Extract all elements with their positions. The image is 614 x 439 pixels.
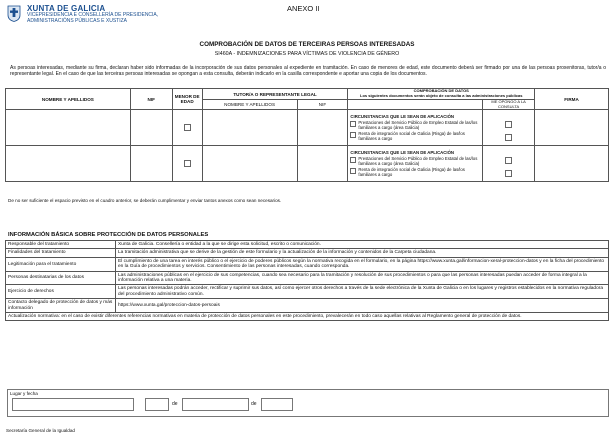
oponse-cell: [483, 110, 535, 146]
circumstance-label: Renta de integración social de Galicia (Risga) de las/los familiares a cargo: [358, 131, 465, 142]
circumstances-title: CIRCUNSTANCIAS QUE LE SEAN DE APLICACIÓN: [350, 114, 455, 120]
dp-value: Xunta de Galicia. Consellería o entidad a la que se dirige esta solicitud, escrito o comunicación.: [116, 241, 609, 249]
tutor-nombre-cell[interactable]: [202, 110, 297, 146]
intro-paragraph: As persoas interesadas, mediante su firma, declaran haber sido informadas de la incorporación de sus datos personales al expediente en tramitación. En caso de menores de edad, este documento deberá ser firmado por una de las persoas proxenitoras, tutor/a o representante legal. En el caso de que las terceiras persoas interesadas se opongan a esta consulta, deberán indicarlo en la casilla correspondente e aportar una copia de los documentos.: [10, 65, 606, 78]
col-header-menor: MENOR DE EDAD: [172, 89, 202, 110]
circumstance-checkbox[interactable]: [350, 121, 356, 127]
col-header-nif: NIF: [130, 89, 172, 110]
annex-label: ANEXO II: [287, 4, 320, 13]
oponse-checkbox[interactable]: [505, 134, 512, 141]
place-field[interactable]: [12, 398, 134, 411]
comprobacion-title: COMPROBACIÓN DE DATOS: [413, 88, 469, 94]
col-header-tutor-nif: NIF: [297, 100, 348, 110]
circumstance-label: Prestaciones del Servicio Público de Empleo Estatal de las/los familiares a cargo (área Galicia): [358, 120, 478, 131]
circumstances-cell: [348, 146, 483, 182]
tutor-nombre-cell[interactable]: [202, 146, 297, 182]
dp-label: Personas destinatarias de los datos: [6, 271, 116, 285]
dp-row: [6, 241, 609, 249]
xunta-coat-of-arms-icon: [7, 5, 21, 22]
dp-label: Legitimación para el tratamiento: [6, 257, 116, 271]
day-field[interactable]: [145, 398, 169, 411]
firma-cell[interactable]: [535, 110, 609, 146]
circumstance-checkbox[interactable]: [350, 132, 356, 138]
footer-secretary: Secretaría General de la Igualdad: [6, 428, 75, 433]
dp-label: Responsable del tratamiento: [6, 241, 116, 249]
tutor-nif-cell[interactable]: [297, 146, 348, 182]
dp-value-link[interactable]: https://www.xunta.gal/proteccion-datos-persoais: [116, 299, 609, 313]
dp-label: Finalidades del tratamiento: [6, 249, 116, 257]
nif-cell[interactable]: [130, 146, 172, 182]
org-line-2: ADMINISTRACIÓNS PÚBLICAS E XUSTIZA: [27, 17, 128, 24]
oponse-checkbox[interactable]: [505, 157, 512, 164]
dp-footer-note: Actualización normativa: en el caso de existir diferentes referencias normativas en materia de protección de datos personales en este procedimiento, prevalecerán en todo caso aquellas relativas al Reglamento general de protección de datos.: [6, 313, 609, 321]
dp-value: Las administraciones públicas en el ejercicio de sus competencias, cuando sea necesario para la tramitación y resolución de sus procedimientos o para que las personas interesadas puedan acceder de forma integral a la información relativa a una materia.: [116, 271, 609, 285]
circumstance-label: Renta de integración social de Galicia (Risga) de las/los familiares a cargo: [358, 167, 465, 178]
table-row: [6, 110, 609, 146]
circumstance-checkbox[interactable]: [350, 168, 356, 174]
table-row: [6, 146, 609, 182]
org-line-1: VICEPRESIDENCIA E CONSELLERÍA DE PRESIDENCIA,: [27, 12, 159, 18]
third-parties-table: [5, 88, 609, 182]
data-protection-table: [5, 240, 609, 321]
dp-label: Contacto delegado de protección de datos y más información: [6, 299, 116, 313]
menor-cell: [172, 146, 202, 182]
menor-checkbox[interactable]: [184, 160, 191, 167]
org-department: [27, 13, 197, 24]
col-header-firma: FIRMA: [535, 89, 609, 110]
document-title: COMPROBACIÓN DE DATOS DE TERCEIRAS PERSOAS INTERESADAS: [199, 41, 415, 48]
dp-row: [6, 313, 609, 321]
col-header-nombre: NOMBRE Y APELLIDOS: [6, 89, 131, 110]
dp-value: La tramitación administrativa que se derive de la gestión de este formulario y la actualización de la información y contenidos de la Carpeta ciudadana.: [116, 249, 609, 257]
data-protection-title: INFORMACIÓN BÁSICA SOBRE PROTECCIÓN DE DATOS PERSONALES: [8, 232, 209, 238]
dp-row: [6, 299, 609, 313]
comprobacion-subtitle: Los siguientes documentos serán objeto de consulta a las administraciones públicas: [360, 93, 523, 98]
col-header-oponse: ME OPONGO A LA CONSULTA: [483, 100, 535, 110]
year-field[interactable]: [261, 398, 293, 411]
month-field[interactable]: [182, 398, 249, 411]
menor-cell: [172, 110, 202, 146]
col-header-tutor: TUTOR/A O REPRESENTANTE LEGAL: [202, 89, 348, 100]
dp-value: El cumplimiento de una tarea en interés público o el ejercicio de poderes públicos según la normativa recogida en el formulario, en la página https://www.xunta.gal/informacion-xeral-proteccion-datos y en la ficha del procedimiento en la Guía de procedimientos y servicios. Consentimiento de las personas interesadas, cuando corresponda.: [116, 257, 609, 271]
dp-row: [6, 271, 609, 285]
dp-value: Las personas interesadas podrán acceder, rectificar y suprimir sus datos, así como ejercer otros derechos a través de la sede electrónica de la Xunta de Galicia o en los lugares y registros establecidos en la normativa reguladora del procedimiento administrativo común.: [116, 285, 609, 299]
de-label: de: [251, 401, 257, 407]
tutor-nif-cell[interactable]: [297, 110, 348, 146]
circumstance-label: Prestaciones del Servicio Público de Empleo Estatal de las/los familiares a cargo (área Galicia): [358, 156, 478, 167]
nombre-cell[interactable]: [6, 110, 131, 146]
oponse-checkbox[interactable]: [505, 121, 512, 128]
col-header-tutor-nombre: NOMBRE Y APELLIDOS: [202, 100, 297, 110]
dp-label: Ejercicio de derechos: [6, 285, 116, 299]
nombre-cell[interactable]: [6, 146, 131, 182]
circumstance-checkbox[interactable]: [350, 157, 356, 163]
oponse-cell: [483, 146, 535, 182]
firma-cell[interactable]: [535, 146, 609, 182]
col-header-comprobacion: [348, 89, 535, 100]
circumstances-title: CIRCUNSTANCIAS QUE LE SEAN DE APLICACIÓN: [350, 150, 455, 156]
table-note: De no ser suficiente el espacio previsto en el cuadro anterior, se deberán cumplimentar y enviar tantos anexos como sean necesarios.: [8, 198, 282, 203]
de-label: de: [172, 401, 178, 407]
oponse-checkbox[interactable]: [505, 170, 512, 177]
dp-row: [6, 249, 609, 257]
menor-checkbox[interactable]: [184, 124, 191, 131]
circumstances-cell: [348, 110, 483, 146]
document-subtitle: SI460A - INDEMNIZACIONES PARA VÍCTIMAS DE VIOLENCIA DE GÉNERO: [214, 51, 400, 57]
nif-cell[interactable]: [130, 110, 172, 146]
org-name: XUNTA DE GALICIA: [27, 4, 106, 13]
dp-row: [6, 257, 609, 271]
place-date-label: Lugar y fecha: [10, 391, 38, 396]
dp-row: [6, 285, 609, 299]
